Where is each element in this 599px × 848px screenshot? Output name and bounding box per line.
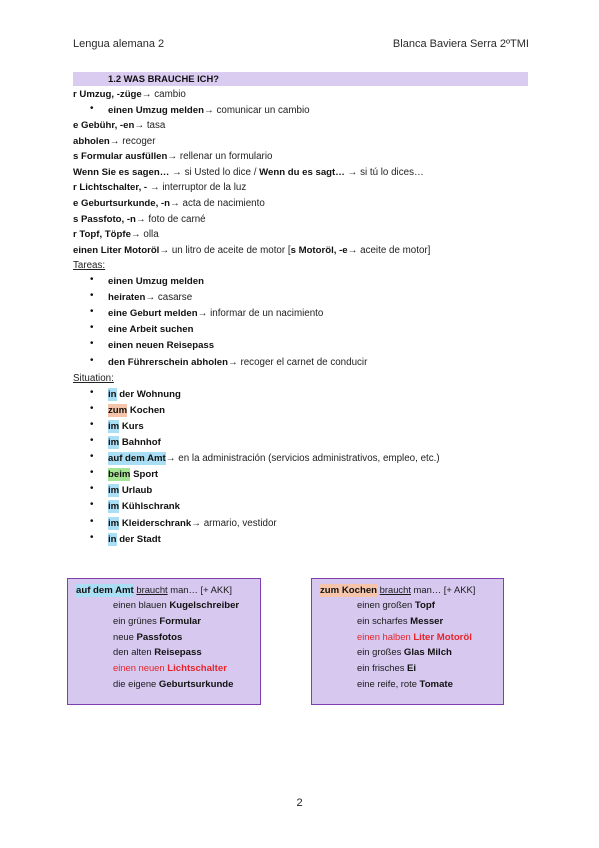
task-item bbox=[73, 288, 543, 304]
german-term: s Formular ausfüllen bbox=[73, 151, 168, 163]
preposition-highlight: beim bbox=[108, 469, 131, 481]
situation-noun: der Stadt bbox=[116, 533, 161, 545]
vocab-sub-entry bbox=[73, 101, 543, 117]
situation-item bbox=[73, 465, 543, 481]
vocab-entry bbox=[73, 225, 543, 241]
item-noun: Tomate bbox=[419, 678, 453, 690]
spanish-translation: → armario, vestidor bbox=[191, 517, 277, 529]
box-zum-kochen bbox=[311, 578, 504, 705]
german-term: r Umzug, -züge bbox=[73, 89, 142, 101]
preposition-highlight: in bbox=[108, 388, 117, 400]
box-item-red bbox=[68, 660, 260, 676]
german-term: e Gebühr, -en bbox=[73, 120, 135, 132]
spanish-translation: → recoger el carnet de conducir bbox=[227, 356, 368, 368]
german-term: einen Umzug melden bbox=[108, 104, 204, 116]
item-noun: Glas Milch bbox=[403, 647, 452, 659]
german-phrase: Wenn du es sagt… bbox=[259, 166, 345, 178]
situation-noun: Kochen bbox=[127, 404, 166, 416]
vocab-entry bbox=[73, 178, 543, 194]
vocabulary-list bbox=[73, 85, 543, 256]
situation-item bbox=[73, 385, 543, 401]
box-item bbox=[68, 613, 260, 629]
task-item bbox=[73, 353, 543, 369]
spanish-translation: → si Usted lo dice / bbox=[169, 166, 260, 178]
box-item bbox=[68, 629, 260, 645]
section-title-bar bbox=[73, 72, 528, 86]
german-term: r Topf, Töpfe bbox=[73, 229, 131, 241]
item-article: einen großen bbox=[357, 599, 415, 611]
spanish-translation: → interruptor de la luz bbox=[147, 182, 247, 194]
item-noun: Kugelschreiber bbox=[169, 600, 240, 612]
preposition-highlight: auf dem Amt bbox=[108, 453, 166, 465]
box-heading-rest: man… [+ AKK] bbox=[167, 583, 233, 595]
task-text: eine Geburt melden bbox=[108, 308, 198, 320]
german-term: r Lichtschalter, - bbox=[73, 182, 148, 194]
item-article: ein großes bbox=[357, 646, 404, 658]
task-and-situation-lists bbox=[73, 256, 543, 546]
box-heading-rest: man… [+ AKK] bbox=[410, 583, 476, 595]
vocab-entry bbox=[73, 194, 543, 210]
box-heading bbox=[312, 582, 503, 598]
spanish-translation: → casarse bbox=[145, 292, 193, 304]
spanish-translation: → comunicar un cambio bbox=[203, 104, 310, 116]
situation-noun: Kühlschrank bbox=[119, 501, 180, 513]
preposition-highlight: im bbox=[108, 420, 120, 432]
spanish-translation: → recoger bbox=[109, 135, 156, 147]
item-article: den alten bbox=[113, 646, 155, 658]
preposition-highlight: im bbox=[108, 501, 120, 513]
german-term: einen Liter Motoröl bbox=[73, 244, 160, 256]
spanish-translation: → tasa bbox=[134, 120, 166, 132]
place-highlight: zum Kochen bbox=[320, 584, 378, 596]
situation-item bbox=[73, 401, 543, 417]
header-author: Blanca Baviera Serra 2ºTMI bbox=[392, 38, 529, 50]
situation-label: Situation: bbox=[73, 372, 114, 384]
german-term: abholen bbox=[73, 135, 110, 147]
item-noun: Passfotos bbox=[136, 631, 183, 643]
item-noun: Messer bbox=[410, 616, 444, 627]
item-article: ein scharfes bbox=[357, 615, 411, 626]
vocab-entry bbox=[73, 163, 543, 179]
box-item bbox=[312, 644, 503, 660]
task-item bbox=[73, 320, 543, 336]
situation-item bbox=[73, 514, 543, 530]
task-item bbox=[73, 336, 543, 352]
item-article: ein grünes bbox=[113, 615, 160, 626]
box-item bbox=[68, 644, 260, 660]
section-title: 1.2 WAS BRAUCHE ICH? bbox=[108, 73, 219, 84]
german-term: e Geburtsurkunde, -n bbox=[73, 198, 171, 210]
spanish-translation: → informar de un nacimiento bbox=[197, 308, 324, 320]
spanish-translation: → si tú lo dices… bbox=[344, 166, 424, 178]
header-course: Lengua alemana 2 bbox=[73, 38, 165, 50]
vocab-entry bbox=[73, 85, 543, 101]
place-highlight: auf dem Amt bbox=[76, 584, 134, 596]
item-article: einen halben bbox=[357, 630, 414, 642]
spanish-translation: → rellenar un formulario bbox=[167, 151, 273, 163]
verb-underlined: braucht bbox=[379, 583, 411, 595]
preposition-highlight: in bbox=[108, 533, 117, 545]
item-noun: Lichtschalter bbox=[167, 662, 227, 674]
item-noun: Reisepass bbox=[154, 647, 202, 659]
situation-item bbox=[73, 481, 543, 497]
box-item bbox=[312, 597, 503, 613]
spanish-translation: → acta de nacimiento bbox=[170, 198, 265, 210]
spanish-translation: → un litro de aceite de motor [ bbox=[159, 244, 291, 256]
situation-item bbox=[73, 530, 543, 546]
situation-noun: der Wohnung bbox=[116, 388, 181, 400]
german-term: s Passfoto, -n bbox=[73, 213, 136, 225]
tareas-heading bbox=[73, 256, 543, 272]
item-article: ein frisches bbox=[357, 661, 408, 673]
spanish-translation: → aceite de motor] bbox=[347, 244, 431, 256]
box-item bbox=[312, 613, 503, 629]
situation-noun: Kurs bbox=[119, 420, 144, 432]
box-item bbox=[68, 597, 260, 613]
situation-item bbox=[73, 433, 543, 449]
item-article: eine reife, rote bbox=[357, 677, 420, 689]
task-text: einen neuen Reisepass bbox=[108, 340, 215, 352]
preposition-highlight: im bbox=[108, 437, 120, 449]
tareas-label: Tareas: bbox=[73, 260, 106, 271]
vocab-entry bbox=[73, 132, 543, 148]
spanish-translation: → foto de carné bbox=[135, 213, 206, 225]
situation-heading bbox=[73, 369, 543, 385]
box-heading bbox=[68, 582, 260, 598]
task-item bbox=[73, 272, 543, 288]
situation-noun: Bahnhof bbox=[119, 437, 161, 449]
box-item bbox=[312, 660, 503, 676]
situation-noun: Sport bbox=[130, 469, 159, 481]
box-auf-dem-amt bbox=[67, 578, 261, 705]
situation-item bbox=[73, 449, 543, 465]
situation-noun: Kleiderschrank bbox=[119, 517, 192, 529]
task-text: den Führerschein abholen bbox=[108, 356, 228, 368]
preposition-highlight: im bbox=[108, 517, 120, 529]
item-noun: Geburtsurkunde bbox=[158, 678, 234, 690]
situation-noun: Urlaub bbox=[119, 485, 153, 497]
vocab-entry bbox=[73, 210, 543, 226]
item-article: neue bbox=[113, 630, 137, 642]
vocab-entry bbox=[73, 241, 543, 257]
spanish-translation: → cambio bbox=[141, 89, 186, 101]
vocab-entry bbox=[73, 147, 543, 163]
item-article: die eigene bbox=[113, 677, 159, 689]
item-noun: Liter Motoröl bbox=[413, 631, 472, 643]
box-item-red bbox=[312, 629, 503, 645]
box-item bbox=[312, 676, 503, 692]
spanish-translation: → en la administración (servicios administrativos, empleo, etc.) bbox=[165, 453, 440, 465]
item-article: einen neuen bbox=[113, 661, 168, 673]
german-term: s Motoröl, -e bbox=[290, 244, 348, 256]
task-item bbox=[73, 304, 543, 320]
item-noun: Topf bbox=[414, 600, 435, 612]
situation-item bbox=[73, 417, 543, 433]
preposition-highlight: zum bbox=[108, 404, 128, 416]
item-noun: Formular bbox=[159, 616, 201, 627]
item-article: einen blauen bbox=[113, 599, 170, 611]
verb-underlined: braucht bbox=[136, 583, 168, 595]
page-number: 2 bbox=[296, 797, 303, 809]
box-item bbox=[68, 676, 260, 692]
situation-item bbox=[73, 497, 543, 513]
german-phrase: Wenn Sie es sagen… bbox=[73, 166, 170, 178]
task-text: einen Umzug melden bbox=[108, 276, 204, 288]
task-text: heiraten bbox=[108, 292, 146, 304]
preposition-highlight: im bbox=[108, 485, 120, 497]
item-noun: Ei bbox=[407, 662, 417, 674]
task-text: eine Arbeit suchen bbox=[108, 324, 194, 336]
spanish-translation: → olla bbox=[130, 229, 159, 241]
vocab-entry bbox=[73, 116, 543, 132]
